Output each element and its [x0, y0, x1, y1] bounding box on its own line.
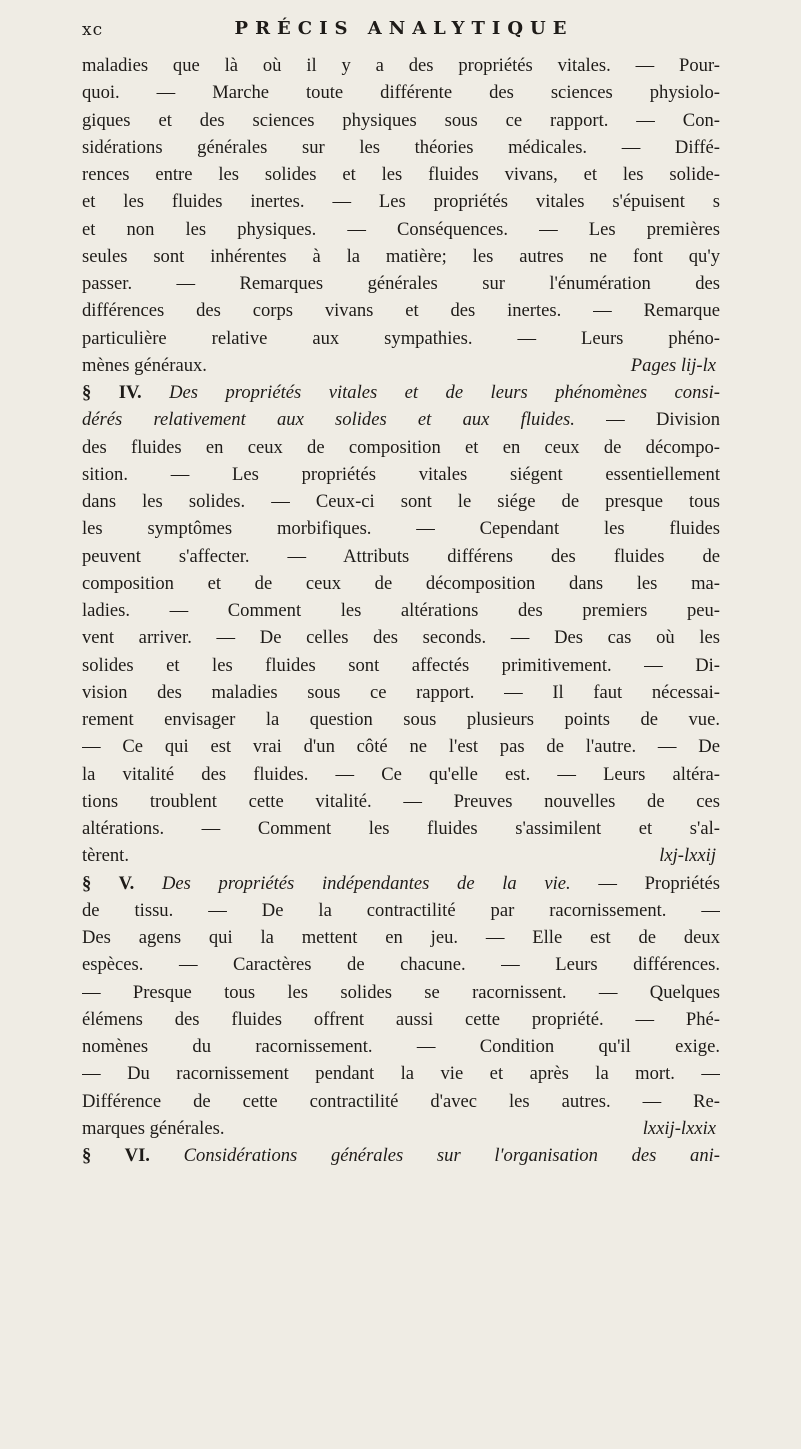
text-line: [82, 652, 720, 679]
line-text: les symptômes morbifiques. — Cependant les fluides: [82, 518, 720, 540]
line-text: — Division: [574, 409, 720, 431]
line-text: des fluides en ceux de composition et en ceux de décompo-: [82, 436, 720, 458]
line-text: et les fluides inertes. — Les propriétés vitales s'épuisent s: [82, 191, 720, 213]
line-text: Des agens qui la mettent en jeu. — Elle est de deux: [82, 927, 720, 948]
line-text: sidérations générales sur les théories médicales. — Diffé-: [82, 136, 720, 158]
line-text: altérations. — Comment les fluides s'assimilent et s'al-: [82, 818, 720, 839]
text-line: [82, 815, 720, 842]
text-line: [82, 188, 720, 215]
text-line: [82, 1088, 720, 1115]
line-text: Différence de cette contractilité d'avec les autres. — Re-: [82, 1090, 720, 1112]
text-line: [82, 1115, 720, 1142]
section-title: Considérations générales sur l'organisation des ani-: [183, 1145, 720, 1166]
line-text: solides et les fluides sont affectés primitivement. — Di-: [82, 654, 720, 676]
line-text: dans les solides. — Ceux-ci sont le siége de presque tous: [82, 491, 720, 512]
page-header: [82, 16, 722, 44]
line-text: maladies que là où il y a des propriétés vitales. — Pour-: [82, 55, 720, 76]
line-text: la vitalité des fluides. — Ce qu'elle est. — Leurs altéra-: [82, 763, 720, 785]
text-line: [82, 979, 720, 1006]
text-line: [82, 515, 720, 542]
line-text: mènes généraux.: [82, 354, 207, 376]
line-text: quoi. — Marche toute différente des sciences physiolo-: [82, 82, 720, 104]
line-text: tions troublent cette vitalité. — Preuves nouvelles de ces: [82, 790, 720, 812]
running-title: PRÉCIS ANALYTIQUE: [234, 18, 574, 39]
line-text: seules sont inhérentes à la matière; les autres ne font qu'y: [82, 245, 720, 267]
text-line: [82, 624, 720, 651]
line-text: particulière relative aux sympathies. — Leurs phéno-: [82, 327, 720, 349]
line-text: passer. — Remarques générales sur l'énumération des: [82, 273, 720, 294]
line-text: — Presque tous les solides se racornissent. — Quelques: [82, 981, 720, 1003]
page-reference: lxj-lxxij: [659, 845, 716, 867]
line-text: peuvent s'affecter. — Attributs différens des fluides de: [82, 545, 720, 567]
section-marker: § VI.: [82, 1145, 184, 1166]
page-reference: lxxij-lxxix: [642, 1117, 716, 1139]
text-line: [82, 107, 720, 134]
line-text: tèrent.: [82, 845, 129, 867]
section-title: Des propriétés vitales et de leurs phénomènes consi-: [169, 382, 720, 403]
line-text: — Ce qui est vrai d'un côté ne l'est pas de l'autre. — De: [82, 736, 720, 758]
section-title: Des propriétés indépendantes de la vie.: [161, 872, 571, 894]
line-text: composition et de ceux de décomposition dans les ma-: [82, 572, 720, 594]
line-text: marques générales.: [82, 1117, 225, 1139]
text-line: [82, 1142, 720, 1169]
text-line: [82, 570, 720, 597]
text-line: [82, 216, 720, 243]
line-text: différences des corps vivans et des inertes. — Remarque: [82, 300, 720, 322]
text-line: [82, 924, 720, 951]
line-text: vent arriver. — De celles des seconds. — Des cas où les: [82, 627, 720, 649]
line-text: rences entre les solides et les fluides vivans, et les solide-: [82, 164, 720, 185]
text-line: [82, 788, 720, 815]
line-text: élémens des fluides offrent aussi cette propriété. — Phé-: [82, 1008, 720, 1030]
text-line: [82, 243, 720, 270]
body-text: [82, 52, 720, 1169]
text-line: [82, 951, 720, 978]
section-title: dérés relativement aux solides et aux fluides.: [82, 409, 575, 431]
text-line: [82, 1060, 720, 1087]
section-marker: § IV.: [82, 382, 170, 403]
text-line: [82, 842, 720, 869]
text-line: [82, 761, 720, 788]
line-text: de tissu. — De la contractilité par racornissement. —: [82, 899, 720, 921]
text-line: [82, 1033, 720, 1060]
text-line: [82, 379, 720, 406]
text-line: [82, 733, 720, 760]
text-line: [82, 270, 720, 297]
line-text: espèces. — Caractères de chacune. — Leurs différences.: [82, 954, 720, 976]
text-line: [82, 434, 720, 461]
text-line: [82, 679, 720, 706]
text-line: [82, 79, 720, 106]
text-line: [82, 134, 720, 161]
text-line: [82, 488, 720, 515]
text-line: [82, 461, 720, 488]
text-line: [82, 543, 720, 570]
text-line: [82, 706, 720, 733]
text-line: [82, 52, 720, 79]
line-text: — Propriétés: [570, 872, 720, 894]
text-line: [82, 597, 720, 624]
text-line: [82, 897, 720, 924]
text-line: [82, 297, 720, 324]
line-text: sition. — Les propriétés vitales siégent essentiellement: [82, 463, 720, 485]
line-text: giques et des sciences physiques sous ce rapport. — Con-: [82, 109, 720, 131]
text-line: [82, 870, 720, 897]
text-line: [82, 406, 720, 433]
line-text: nomènes du racornissement. — Condition qu'il exige.: [82, 1036, 720, 1057]
text-line: [82, 352, 720, 379]
line-text: rement envisager la question sous plusieurs points de vue.: [82, 709, 720, 730]
line-text: — Du racornissement pendant la vie et après la mort. —: [82, 1063, 720, 1085]
section-marker: § V.: [82, 872, 162, 894]
text-line: [82, 1006, 720, 1033]
text-line: [82, 325, 720, 352]
text-line: [82, 161, 720, 188]
line-text: vision des maladies sous ce rapport. — Il faut nécessai-: [82, 681, 720, 703]
page-reference: Pages lij-lx: [630, 354, 716, 376]
line-text: ladies. — Comment les altérations des premiers peu-: [82, 600, 720, 621]
line-text: et non les physiques. — Conséquences. — Les premières: [82, 218, 720, 240]
page-number: xc: [82, 20, 104, 40]
